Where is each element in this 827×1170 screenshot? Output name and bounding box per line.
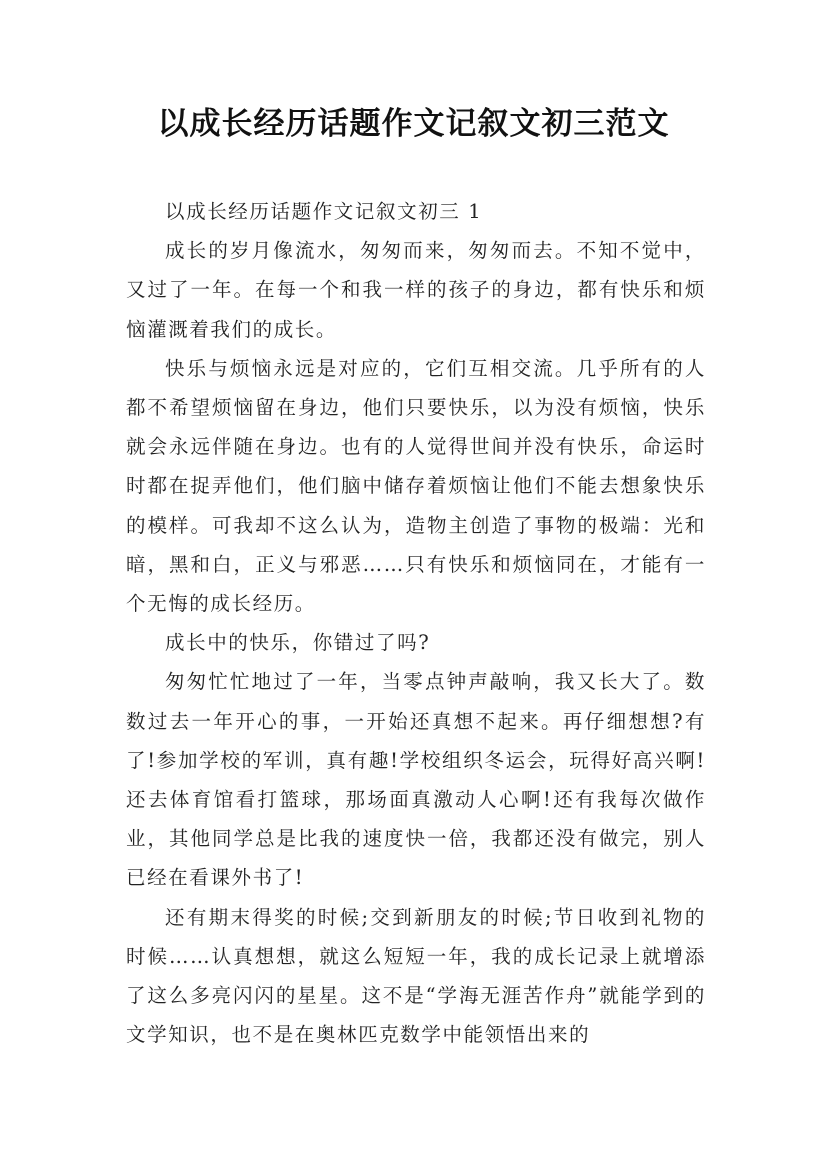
paragraph: 成长中的快乐，你错过了吗? xyxy=(165,631,431,655)
document-title: 以成长经历话题作文记叙文初三范文 xyxy=(157,106,670,142)
paragraph: 快乐与烦恼永远是对应的，它们互相交流。几乎所有的人都不希望烦恼留在身边，他们只要快乐，以为没有烦恼，快乐就会永远伴随在身边。也有的人觉得世间并没有快乐，命运时时都在捉弄他们，他们脑中储存着烦恼让他们不能去想象快乐的模样。可我却不这么认为，造物主创造了事物的极端：光和暗，黑和白，正义与邪恶……只有快乐和烦恼同在，才能有一个无悔的成长经历。 xyxy=(126,356,706,616)
paragraph: 还有期末得奖的时候;交到新朋友的时候;节日收到礼物的时候……认真想想，就这么短短一年，我的成长记录上就增添了这么多亮闪闪的星星。这不是“学海无涯苦作舟”就能学到的文学知识，也不是在奥林匹克数学中能领悟出来的 xyxy=(126,905,706,1047)
paragraph: 成长的岁月像流水，匆匆而来，匆匆而去。不知不觉中，又过了一年。在每一个和我一样的孩子的身边，都有快乐和烦恼灌溉着我们的成长。 xyxy=(126,239,706,341)
document-body xyxy=(126,192,706,1054)
paragraph-subtitle: 以成长经历话题作文记叙文初三 1 xyxy=(165,200,483,223)
paragraph: 匆匆忙忙地过了一年，当零点钟声敲响，我又长大了。数数过去一年开心的事，一开始还真想不起来。再仔细想想?有了!参加学校的军训，真有趣!学校组织冬运会，玩得好高兴啊!还去体育馆看打篮球，那场面真激动人心啊!还有我每次做作业，其他同学总是比我的速度快一倍，我都还没有做完，别人已经在看课外书了! xyxy=(126,670,706,890)
